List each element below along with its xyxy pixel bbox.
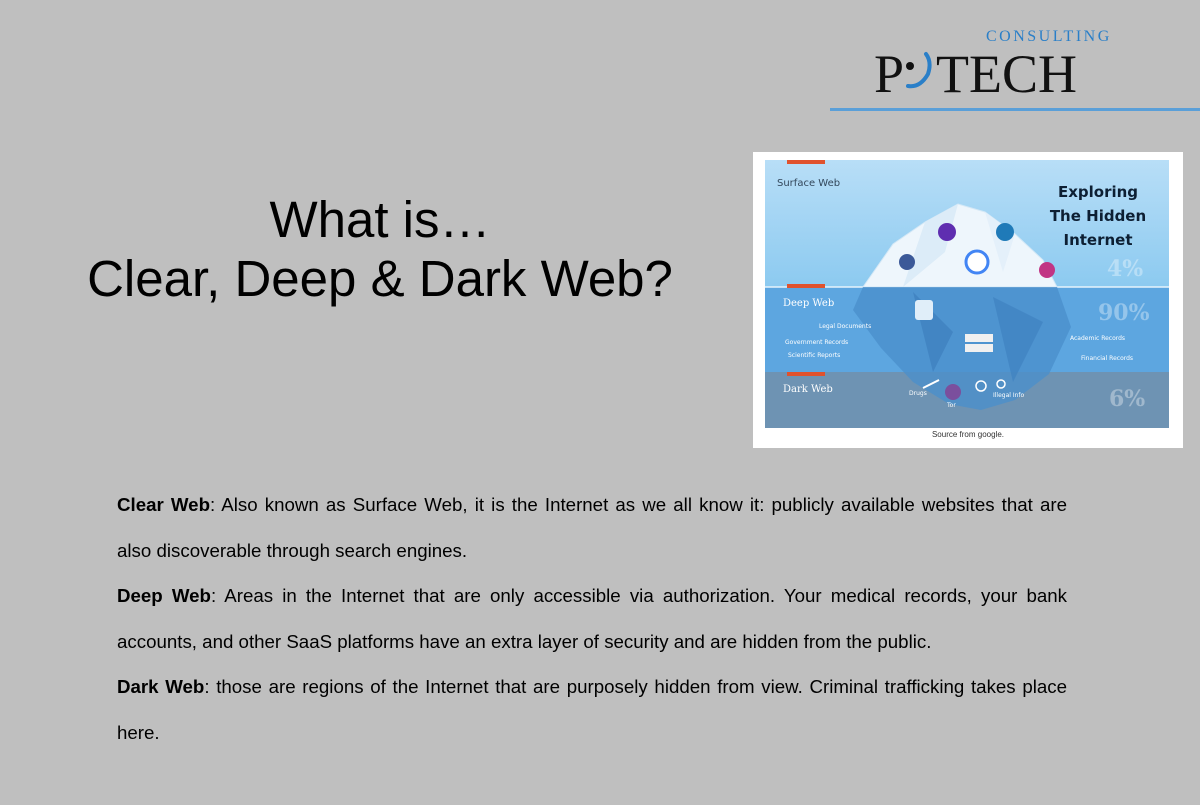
- title-line-1: What is…: [269, 191, 491, 248]
- iceberg-infographic: [753, 152, 1183, 448]
- page-title: [30, 190, 730, 308]
- definition-term: Clear Web: [117, 494, 210, 515]
- yahoo-icon: [938, 223, 956, 241]
- deep-item: Government Records: [785, 339, 849, 346]
- bing-icon: [996, 223, 1014, 241]
- definition-clear-web: [117, 482, 1067, 573]
- deep-percent: 90%: [1098, 300, 1150, 326]
- heading-line-2: The Hidden: [1049, 207, 1147, 225]
- definition-dark-web: [117, 664, 1067, 755]
- company-logo: [860, 18, 1200, 118]
- title-line-2: Clear, Deep & Dark Web?: [87, 250, 673, 307]
- tor-onion-icon: [945, 384, 961, 400]
- infographic-heading: [1023, 180, 1173, 252]
- surface-percent: 4%: [1107, 256, 1144, 282]
- dark-accent-bar: [787, 372, 825, 376]
- record-card-icon: [965, 334, 993, 342]
- record-card-icon: [965, 344, 993, 352]
- logo-swoosh-icon: [904, 44, 934, 98]
- image-caption: Source from google.: [931, 430, 1005, 439]
- definition-body: : Areas in the Internet that are only accessible via authorization. Your medical records, your bank accounts, and other SaaS platforms have an extra layer of security and are hidden from the public.: [117, 585, 1067, 652]
- definition-deep-web: [117, 573, 1067, 664]
- surface-web-label: Surface Web: [777, 178, 841, 189]
- dark-item: Drugs: [909, 390, 927, 397]
- definition-body: : Also known as Surface Web, it is the Internet as we all know it: publicly available websites that are also discoverable through search engines.: [117, 494, 1067, 561]
- dark-web-label: Dark Web: [783, 384, 833, 395]
- definition-body: : those are regions of the Internet that are purposely hidden from view. Criminal trafficking takes place here.: [117, 676, 1067, 743]
- database-icon: [915, 300, 933, 320]
- deep-item: Financial Records: [1081, 355, 1134, 362]
- logo-tech-text: TECH: [936, 44, 1078, 104]
- definition-term: Dark Web: [117, 676, 205, 697]
- heading-line-3: Internet: [1063, 231, 1133, 249]
- facebook-icon: [899, 254, 915, 270]
- heading-line-1: Exploring: [1057, 183, 1139, 201]
- deep-item: Legal Documents: [819, 323, 872, 330]
- definitions-text: [117, 482, 1067, 755]
- instagram-icon: [1039, 262, 1055, 278]
- dark-percent: 6%: [1109, 386, 1146, 412]
- logo-underline: [830, 108, 1200, 111]
- deep-item: Scientific Reports: [788, 352, 841, 359]
- deep-item: Academic Records: [1070, 335, 1126, 342]
- dark-item: Illegal Info: [993, 392, 1025, 399]
- dark-item: Tor: [947, 402, 956, 409]
- definition-term: Deep Web: [117, 585, 211, 606]
- logo-wordmark: [874, 44, 1077, 104]
- surface-accent-bar: [787, 160, 825, 164]
- deep-accent-bar: [787, 284, 825, 288]
- logo-letter-p: P: [874, 44, 905, 104]
- google-icon: [966, 251, 988, 273]
- logo-consulting-text: CONSULTING: [986, 28, 1112, 45]
- deep-web-label: Deep Web: [783, 298, 835, 309]
